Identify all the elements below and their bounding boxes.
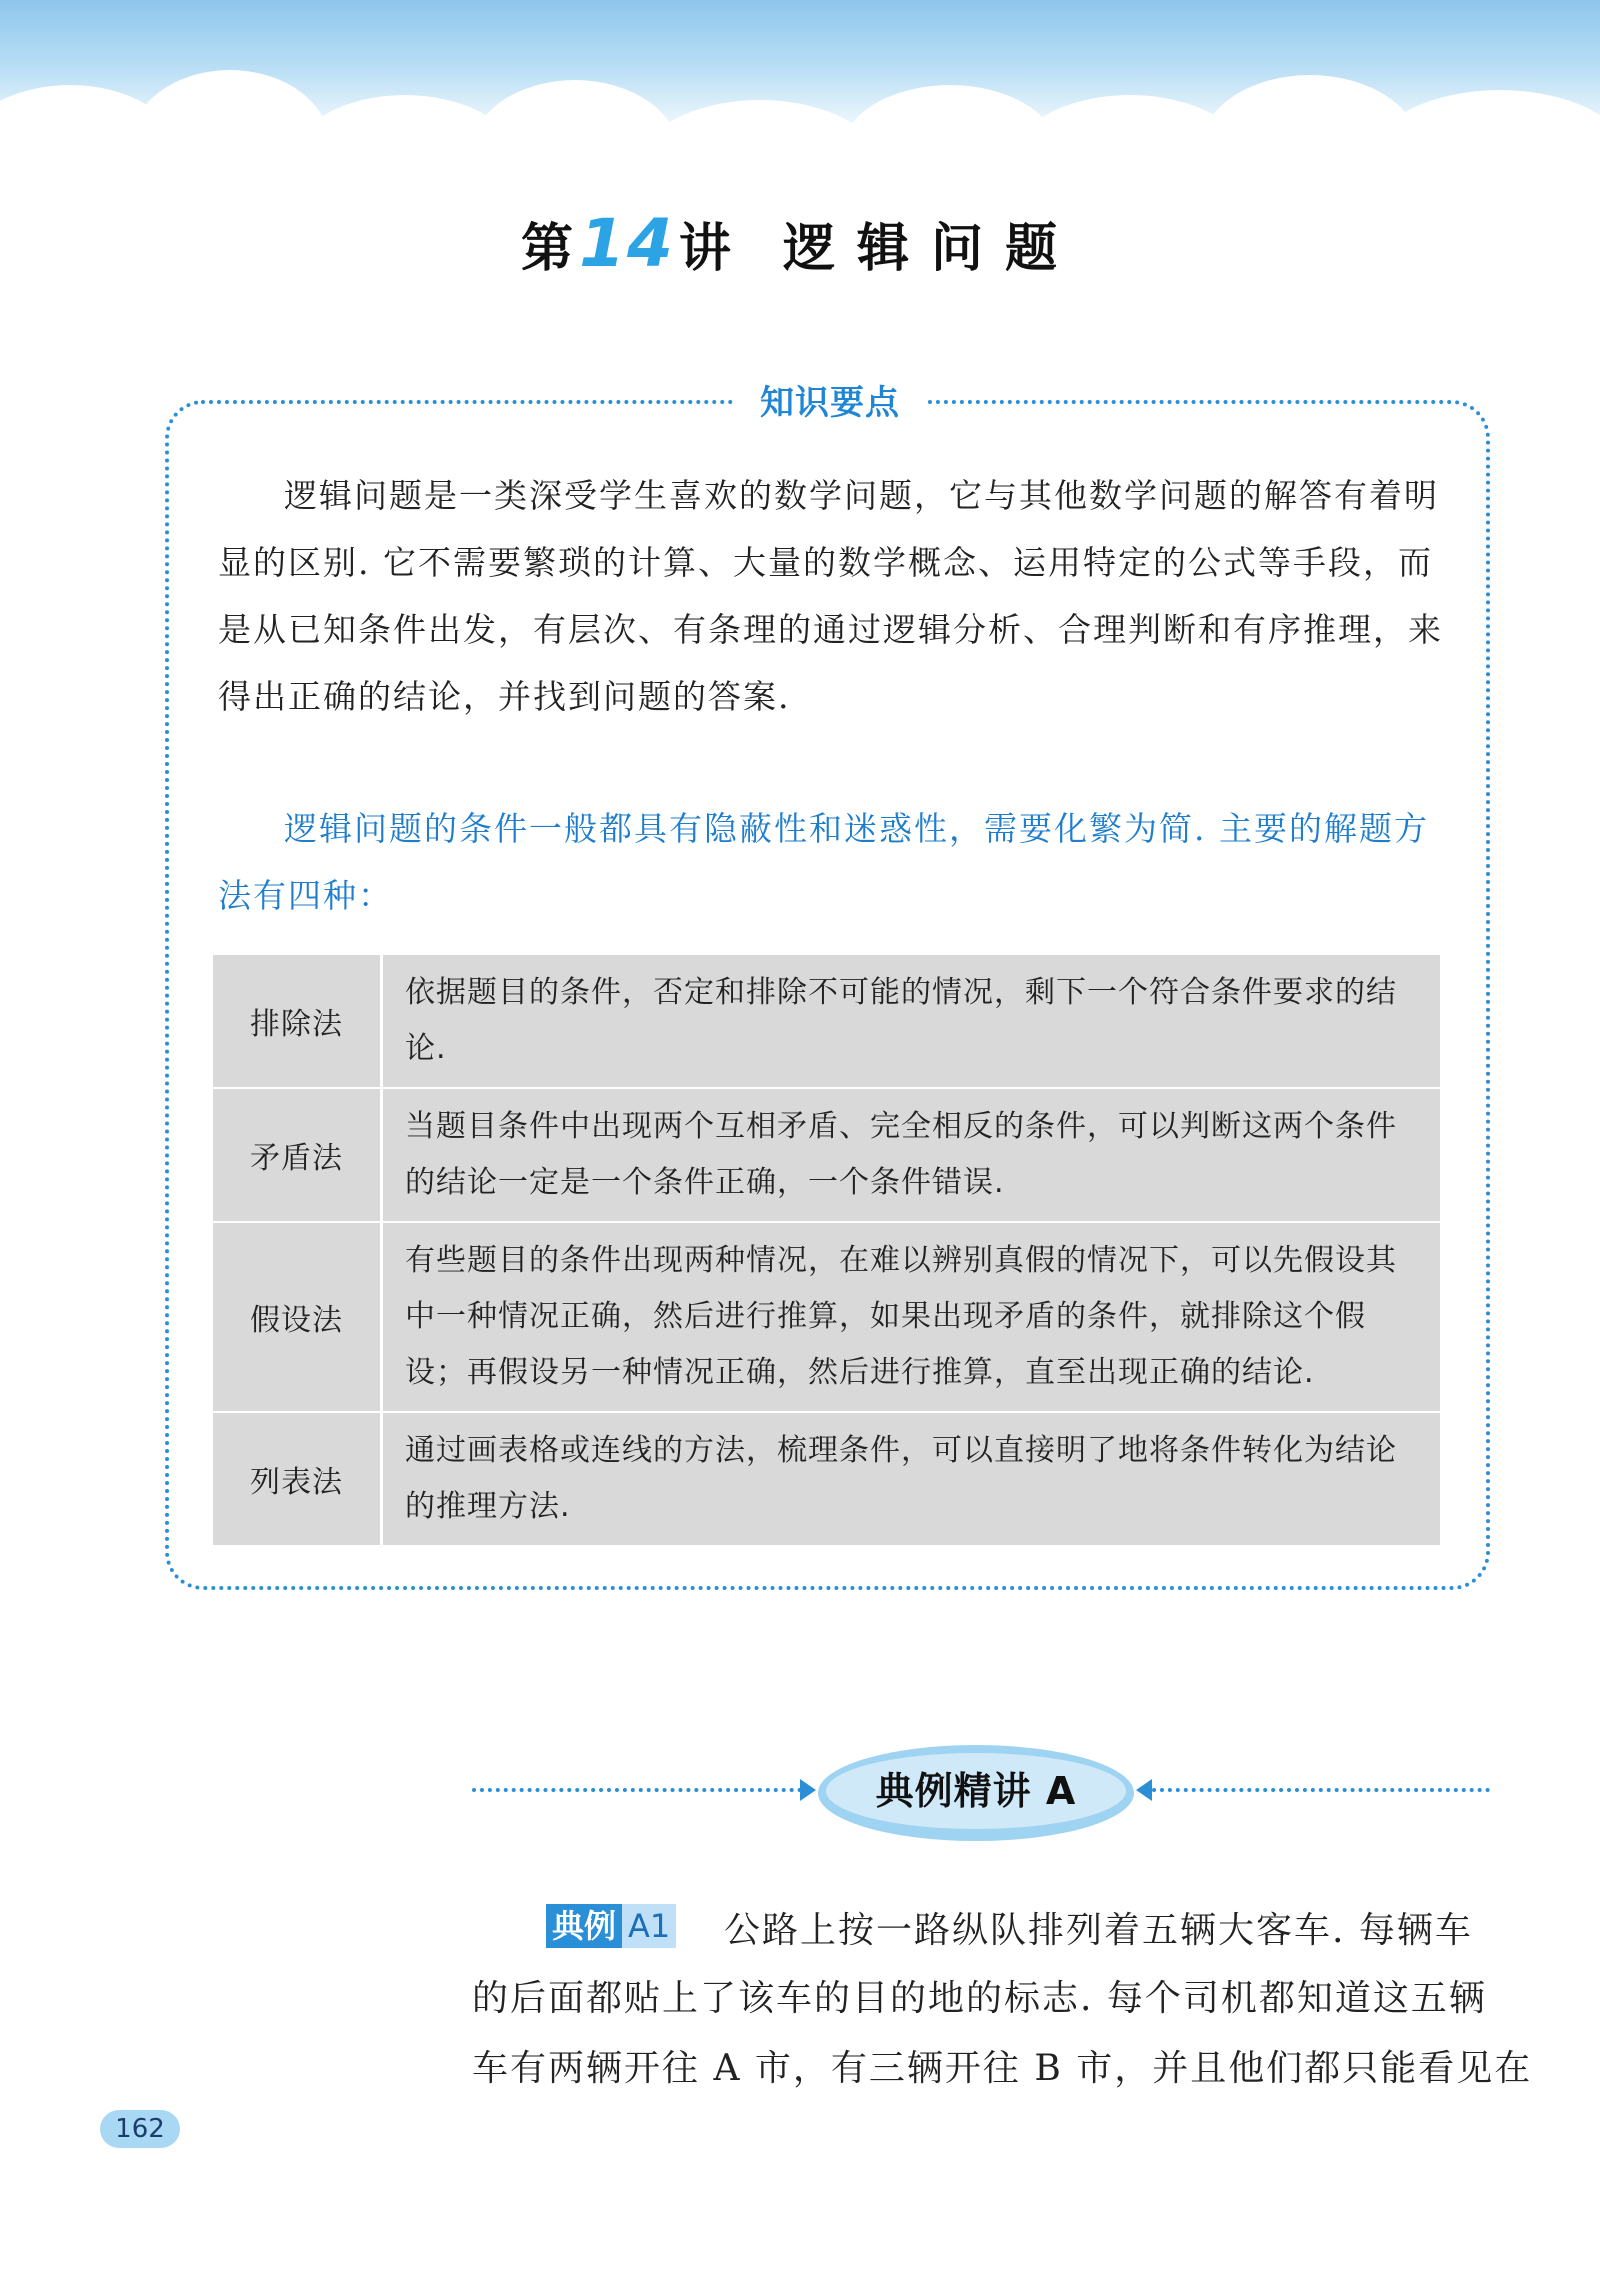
knowledge-paragraph-1: 逻辑问题是一类深受学生喜欢的数学问题，它与其他数学问题的解答有着明显的区别. 它不需要繁琐的计算、大量的数学概念、运用特定的公式等手段，而是从已知条件出发，有层次、有条理的通过逻辑分析、合理判断和有序推理，来得出正确的结论，并找到问题的答案. bbox=[218, 476, 1443, 716]
example-line-1: 公路上按一路纵队排列着五辆大客车. 每辆车 bbox=[724, 1910, 1473, 1951]
method-desc: 依据题目的条件，否定和排除不可能的情况，剩下一个符合条件要求的结论. bbox=[382, 955, 1441, 1088]
method-desc: 当题目条件中出现两个互相矛盾、完全相反的条件，可以判断这两个条件的结论一定是一个条件正确，一个条件错误. bbox=[382, 1088, 1441, 1222]
section-divider-left bbox=[472, 1788, 802, 1792]
page-title bbox=[0, 205, 1600, 282]
lecture-number: 14 bbox=[579, 205, 675, 282]
example-tag-label: 典例 bbox=[546, 1904, 622, 1948]
table-row bbox=[213, 1088, 1440, 1222]
table-row bbox=[213, 955, 1440, 1088]
method-name: 矛盾法 bbox=[213, 1088, 382, 1222]
title-prefix: 第 bbox=[521, 219, 576, 279]
sky-header-decoration bbox=[0, 0, 1600, 150]
arrow-right-icon bbox=[800, 1779, 816, 1801]
arrow-left-icon bbox=[1136, 1779, 1152, 1801]
example-line-3: 车有两辆开往 A 市，有三辆开往 B 市，并且他们都只能看见在 bbox=[472, 2048, 1533, 2089]
title-suffix: 讲 bbox=[678, 219, 733, 279]
method-desc: 通过画表格或连线的方法，梳理条件，可以直接明了地将条件转化为结论的推理方法. bbox=[382, 1412, 1441, 1546]
section-title: 典例精讲 A bbox=[826, 1753, 1126, 1829]
table-row bbox=[213, 1222, 1440, 1412]
page-number: 162 bbox=[100, 2110, 180, 2148]
method-name: 列表法 bbox=[213, 1412, 382, 1546]
method-name: 排除法 bbox=[213, 955, 382, 1088]
method-desc: 有些题目的条件出现两种情况，在难以辨别真假的情况下，可以先假设其中一种情况正确，然后进行推算，如果出现矛盾的条件，就排除这个假设；再假设另一种情况正确，然后进行推算，直至出现正确的结论. bbox=[382, 1222, 1441, 1412]
example-line-2: 的后面都贴上了该车的目的地的标志. 每个司机都知道这五辆 bbox=[472, 1978, 1487, 2019]
knowledge-heading: 知识要点 bbox=[735, 375, 925, 424]
section-divider-right bbox=[1152, 1788, 1490, 1792]
title-topic: 逻辑问题 bbox=[782, 219, 1079, 279]
knowledge-paragraph-2: 逻辑问题的条件一般都具有隐蔽性和迷惑性，需要化繁为简. 主要的解题方法有四种： bbox=[218, 809, 1429, 915]
method-name: 假设法 bbox=[213, 1222, 382, 1412]
example-tag bbox=[546, 1904, 676, 1948]
example-tag-id: A1 bbox=[622, 1904, 676, 1948]
methods-table bbox=[213, 955, 1440, 1547]
table-row bbox=[213, 1412, 1440, 1546]
